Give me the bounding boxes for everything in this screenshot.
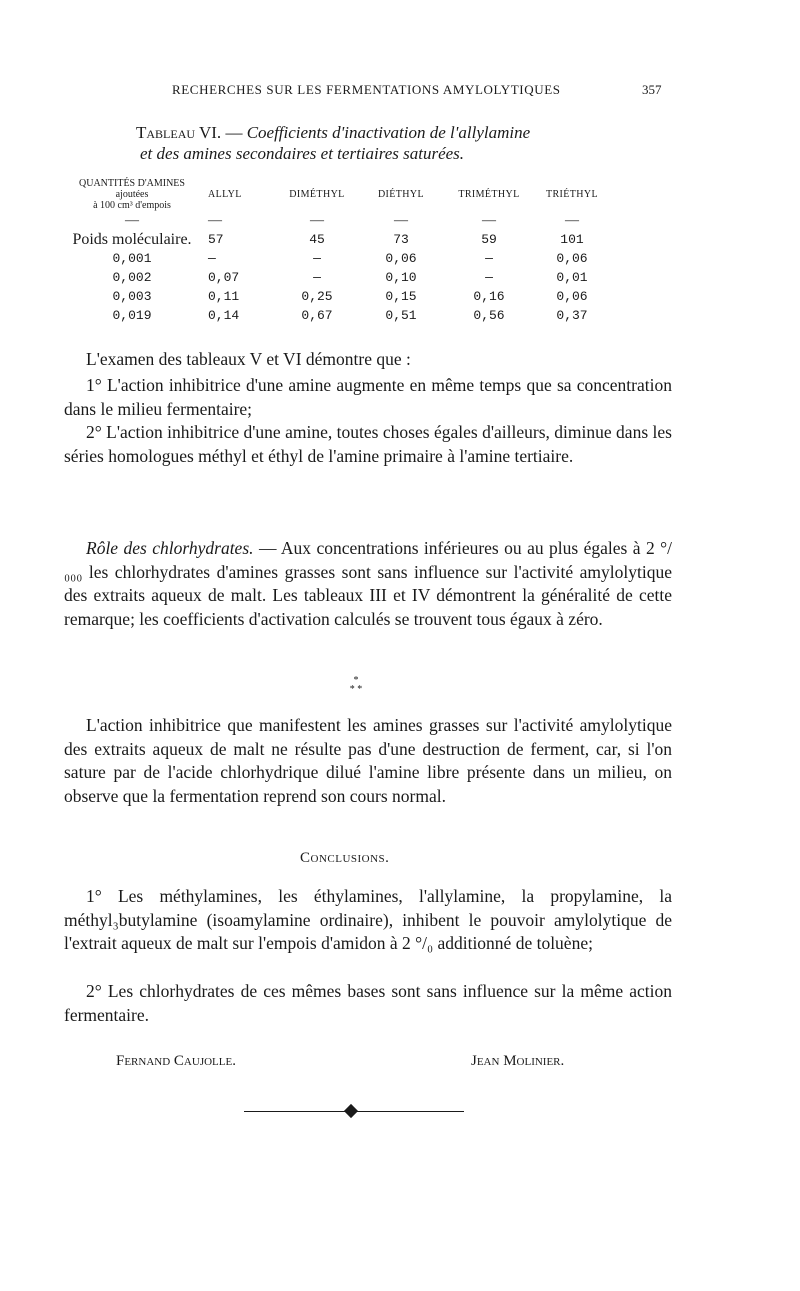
paragraph-point-1: 1° L'action inhibitrice d'une amine augmente en même temps que sa concentration dans le milieu fermentaire; (64, 375, 672, 419)
table-cell: — (313, 251, 321, 266)
table-row (60, 306, 612, 325)
caption-title-1: Coefficients d'inactivation de l'allylamine (246, 123, 531, 142)
first-header-line3: à 100 cm³ d'empois (93, 200, 171, 211)
table-cell: 73 (393, 232, 409, 247)
asterism (346, 676, 366, 694)
page-number: 357 (642, 82, 662, 97)
column-header-triethyl: TRIÉTHYL (545, 189, 599, 200)
table-cell: Poids moléculaire. (72, 230, 192, 248)
paragraph-intro: L'examen des tableaux V et VI démontre que : (86, 349, 411, 369)
column-header-allyl: ALLYL (208, 189, 242, 200)
table-cell: 0,56 (473, 308, 505, 323)
table-cell: 0,07 (208, 270, 240, 285)
table-cell: 0,10 (385, 270, 417, 285)
paragraph-point-2: 2° L'action inhibitrice d'une amine, toutes choses égales d'ailleurs, diminue dans les séries homologues méthyl et éthyl de l'amine primaire à l'amine tertiaire. (64, 422, 672, 466)
table-row (60, 268, 612, 287)
column-header-trimethyl: TRIMÉTHYL (458, 189, 520, 200)
author-signature-2: Jean Molinier. (471, 1053, 565, 1069)
separator-dash: — (310, 212, 324, 228)
paragraph-chlorhydrates-text: — Aux concentrations inférieures ou au plus égales à 2 °/₀₀₀ les chlorhydrates d'amines grasses sont sans influence sur l'activité amylolytique des extraits aqueux de malt. Les tableaux III et IV démontrent la généralité de cette remarque; les coefficients d'activation calculés se trouvent tous égaux à zéro. (64, 538, 672, 629)
first-header-line2: ajoutées (115, 189, 149, 200)
separator-dash: — (394, 212, 408, 228)
table-cell: — (485, 251, 493, 266)
table-cell: 0,001 (112, 251, 152, 266)
separator-dash: — (565, 212, 579, 228)
first-column-header (60, 178, 204, 211)
table-cell: 0,06 (385, 251, 417, 266)
separator-dash: — (125, 212, 139, 228)
table-cell: 57 (208, 232, 224, 247)
asterism-bottom: * * (349, 684, 363, 695)
table-cell: 0,67 (301, 308, 333, 323)
data-table (60, 178, 612, 325)
table-cell: 59 (481, 232, 497, 247)
header-separator-row (60, 211, 612, 230)
table-cell: 0,019 (112, 308, 152, 323)
table-cell: 0,25 (301, 289, 333, 304)
table-cell: 0,11 (208, 289, 240, 304)
paragraph-conclusion-2: 2° Les chlorhydrates de ces mêmes bases sont sans influence sur la même action fermentaire. (64, 981, 672, 1025)
table-cell: 0,06 (556, 289, 588, 304)
table-cell: — (313, 270, 321, 285)
table-cell: 0,51 (385, 308, 417, 323)
running-header: RECHERCHES SUR LES FERMENTATIONS AMYLOLYTIQUES (172, 82, 561, 97)
table-cell: 101 (560, 232, 584, 247)
paragraph-conclusion-1: 1° Les méthylamines, les éthylamines, l'allylamine, la propylamine, la méthyl₃butylamine (isoamylamine ordinaire), inhibent le pouvoir amylolytique de l'extrait aqueux de malt sur l'empois d'amidon à 2 °/₀ additionné de toluène; (64, 886, 672, 953)
table-cell: 0,003 (112, 289, 152, 304)
separator-dash: — (482, 212, 496, 228)
first-header-line1: QUANTITÉS D'AMINES (79, 178, 185, 189)
separator-dash: — (208, 212, 222, 228)
paragraph-chlorhydrates (64, 537, 672, 631)
column-header-dimethyl: DIMÉTHYL (289, 189, 345, 200)
table-cell: 0,15 (385, 289, 417, 304)
table-cell: — (485, 270, 493, 285)
asterism-top: * (353, 675, 359, 686)
table-cell: 0,01 (556, 270, 588, 285)
table-cell: 45 (309, 232, 325, 247)
column-header-diethyl: DIÉTHYL (377, 189, 425, 200)
table-cell: 0,06 (556, 251, 588, 266)
caption-dash: — (225, 123, 243, 142)
conclusions-heading: Conclusions. (300, 850, 390, 866)
table-cell: 0,002 (112, 270, 152, 285)
table-caption-line1 (136, 123, 530, 143)
table-cell: 0,37 (556, 308, 588, 323)
section-title-chlorhydrates: Rôle des chlorhydrates. (86, 538, 254, 558)
table-cell: 0,16 (473, 289, 505, 304)
table-row (60, 287, 612, 306)
table-row (60, 230, 612, 249)
table-row (60, 249, 612, 268)
table-label: Tableau VI. (136, 123, 222, 142)
diamond-ornament-icon (344, 1104, 358, 1118)
table-cell: 0,14 (208, 308, 240, 323)
table-cell: — (208, 251, 216, 266)
table-caption-line2: et des amines secondaires et tertiaires saturées. (140, 144, 465, 163)
paragraph-destruction: L'action inhibitrice que manifestent les amines grasses sur l'activité amylolytique des extraits aqueux de malt ne résulte pas d'une destruction de ferment, car, si l'on sature par de l'acide chlorhydrique dilué l'amine libre présente dans un milieu, on observe que la fermentation reprend son cours normal. (64, 715, 672, 806)
author-signature-1: Fernand Caujolle. (116, 1053, 236, 1069)
